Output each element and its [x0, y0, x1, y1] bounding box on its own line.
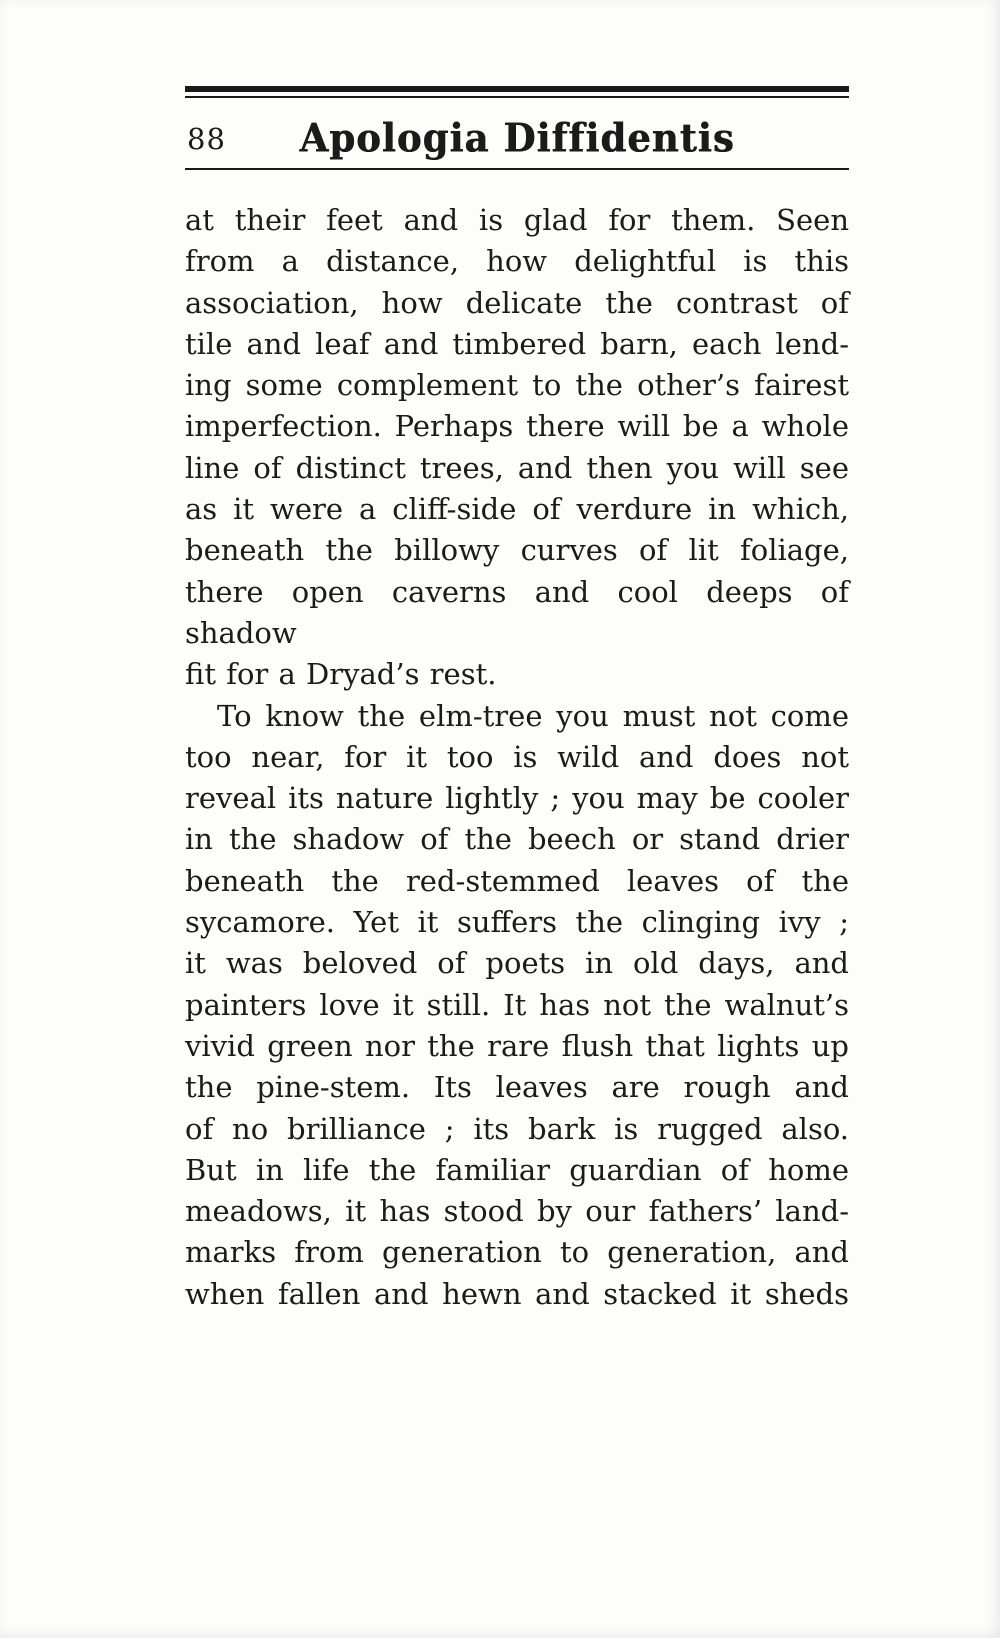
text-line: tile and leaf and timbered barn, each lend- — [185, 326, 849, 361]
text-line: from a distance, how delightful is this — [185, 244, 849, 279]
text-line: line of distinct trees, and then you will see — [185, 450, 849, 485]
text-line: fit for a Dryad’s rest. — [185, 657, 497, 692]
text-line: reveal its nature lightly ; you may be cooler — [185, 781, 849, 816]
page-content — [185, 86, 849, 1315]
paragraph — [185, 696, 849, 1315]
text-line: beneath the billowy curves of lit foliage, — [185, 533, 849, 568]
text-line: To know the elm-tree you must not come — [217, 698, 849, 733]
text-line: marks from generation to generation, and — [185, 1235, 849, 1270]
page-number: 88 — [187, 122, 226, 156]
text-line: at their feet and is glad for them. Seen — [185, 203, 849, 237]
text-line: of no brilliance ; its bark is rugged also. — [185, 1111, 849, 1146]
text-line: when fallen and hewn and stacked it sheds — [185, 1276, 849, 1311]
text-line: imperfection. Perhaps there will be a whole — [185, 409, 849, 444]
text-line: in the shadow of the beech or stand drier — [185, 822, 849, 857]
text-line: association, how delicate the contrast of — [185, 285, 849, 320]
page-header — [185, 110, 849, 162]
text-line: there open caverns and cool deeps of shadow — [185, 574, 849, 650]
page-title: Apologia Diffidentis — [299, 114, 735, 162]
paragraph — [185, 200, 849, 696]
text-line: ing some complement to the other’s fairest — [185, 368, 849, 403]
text-line: vivid green nor the rare flush that lights up — [185, 1028, 849, 1063]
text-line: it was beloved of poets in old days, and — [185, 946, 849, 981]
top-double-rule — [185, 86, 849, 98]
text-line: sycamore. Yet it suffers the clinging ivy ; — [185, 905, 849, 940]
text-line: But in life the familiar guardian of home — [185, 1152, 849, 1187]
text-line: painters love it still. It has not the walnut’s — [185, 987, 849, 1022]
text-line: the pine-stem. Its leaves are rough and — [185, 1070, 849, 1105]
text-line: meadows, it has stood by our fathers’ land- — [185, 1194, 849, 1229]
header-rule — [185, 168, 849, 170]
text-line: as it were a cliff-side of verdure in which, — [185, 492, 849, 527]
page-body — [185, 200, 849, 1315]
text-line: beneath the red-stemmed leaves of the — [185, 863, 849, 898]
text-line: too near, for it too is wild and does not — [185, 739, 849, 774]
